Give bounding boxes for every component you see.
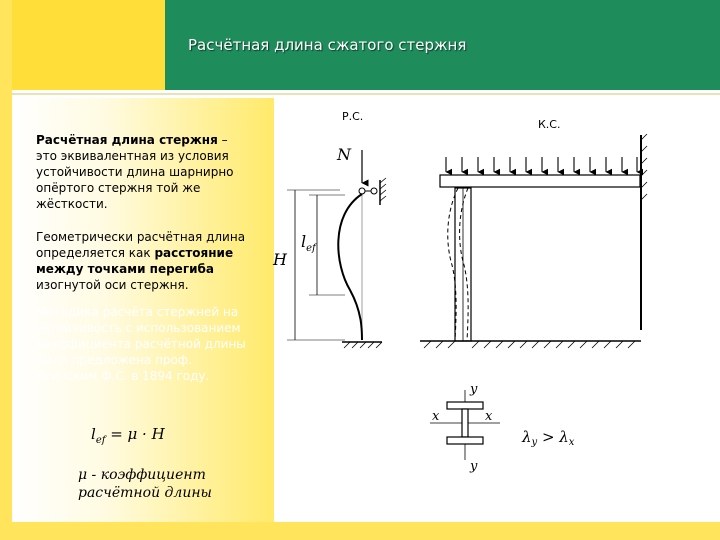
i-beam-web: [462, 409, 468, 437]
x-axis-label-right: x: [485, 409, 493, 424]
force-n-label: N: [337, 145, 351, 164]
frame-beam: [440, 175, 640, 187]
y-axis-label-bottom: y: [470, 459, 478, 474]
height-h-label: H: [273, 250, 287, 269]
lef-label: $l_{ef}$: [301, 232, 316, 254]
i-beam-top-flange: [447, 402, 483, 409]
buckled-column: [338, 194, 362, 340]
definition-term: Расчётная длина стержня: [36, 133, 218, 147]
method-paragraph: Методика расчёта стержней на устойчивость с использованием коэффициента расчётной длины была предложена проф. Ясинским Ф.С. в 1894 году.: [36, 305, 246, 383]
geometry-paragraph: Геометрически расчётная длина определяется как расстояние между точками перегиба изогнутой оси стержня.: [36, 230, 246, 292]
top-hinge-link: [371, 188, 377, 194]
x-axis-label-left: x: [432, 409, 440, 424]
effective-length-formula: $l_{ef} = \mu \cdot H$: [91, 425, 165, 446]
i-beam-bottom-flange: [447, 437, 483, 444]
slide-title: Расчётная длина сжатого стержня: [188, 36, 467, 54]
ks-label: К.С.: [538, 118, 561, 131]
distributed-load-arrows: [446, 157, 637, 172]
y-axis-label-top: y: [470, 382, 478, 397]
definition-paragraph: Расчётная длина стержня – это эквивалентная из условия устойчивости длина шарнирно опёртого стержня той же жёсткости.: [36, 133, 234, 211]
rs-label: Р.С.: [342, 110, 364, 123]
slenderness-relation: $\lambda_y > \lambda_x$: [522, 428, 575, 448]
top-hinge: [359, 188, 365, 194]
mu-note: μ - коэффициент расчётной длины: [78, 467, 212, 501]
